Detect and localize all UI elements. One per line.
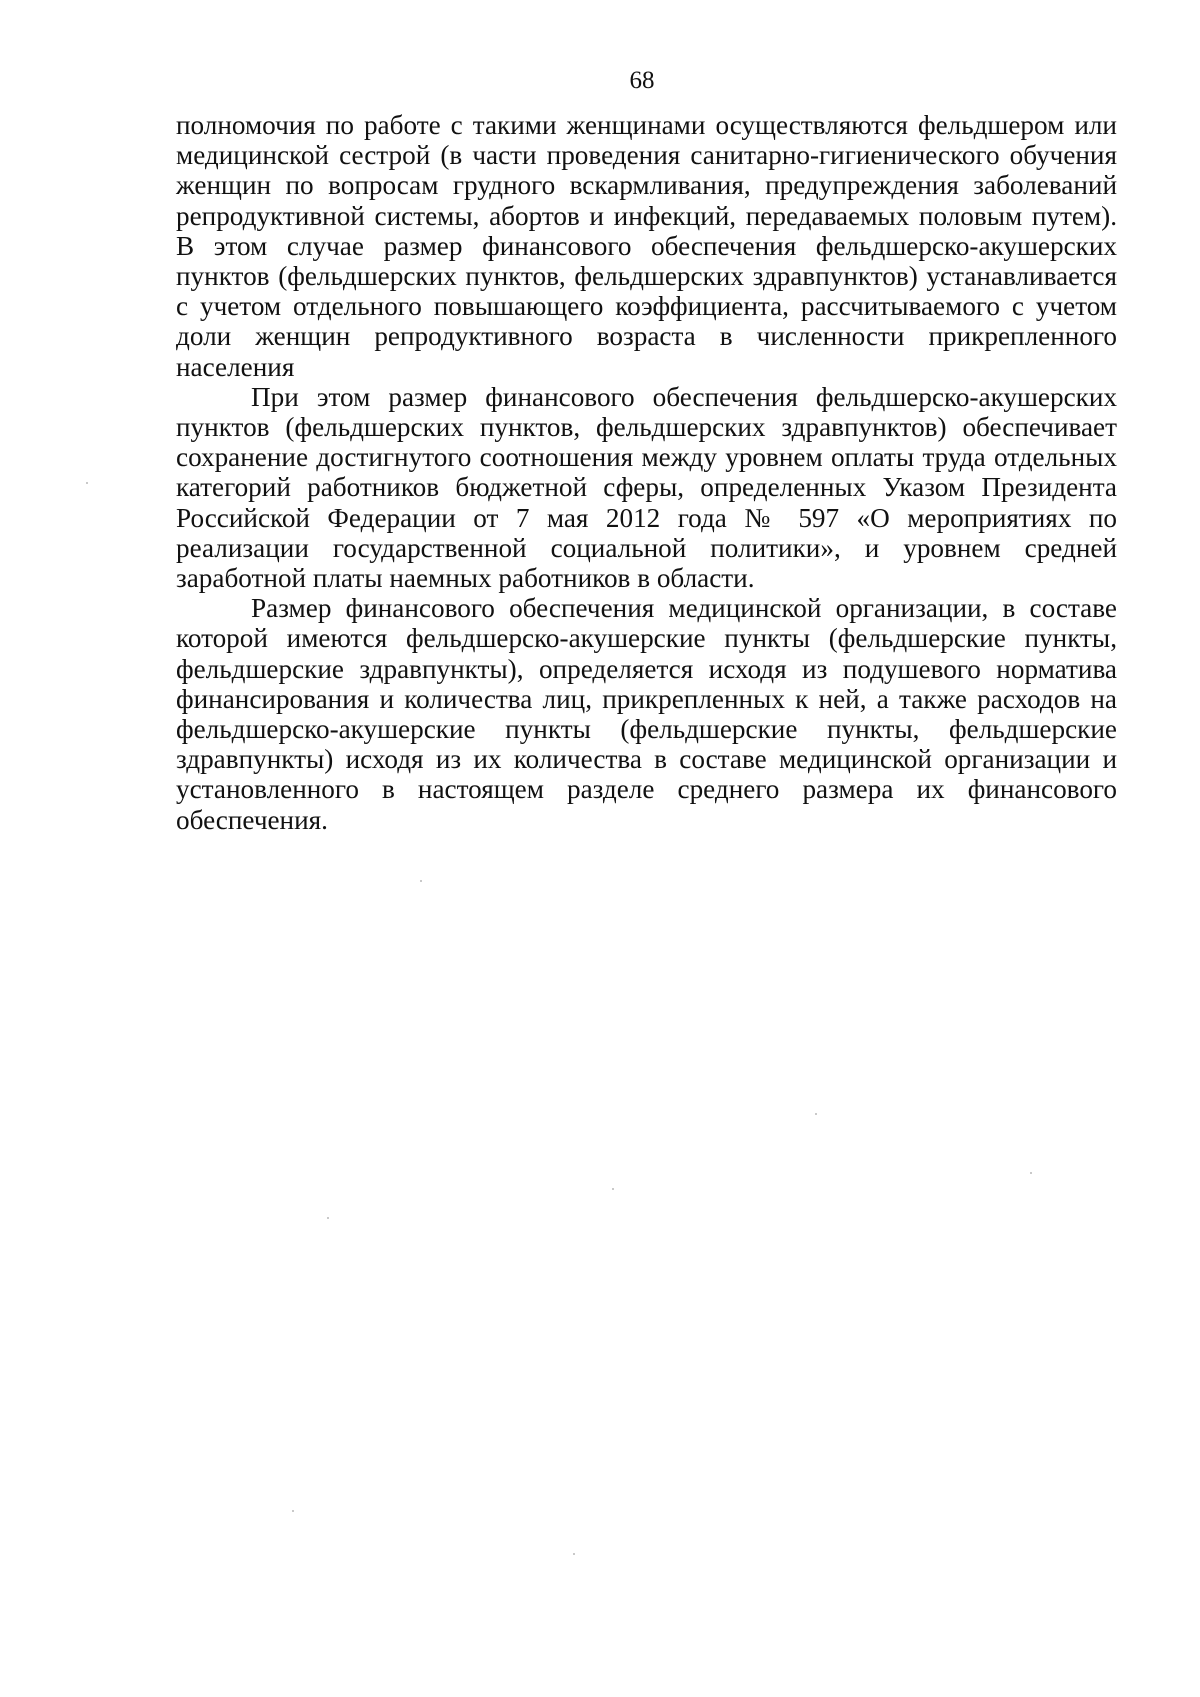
scan-speck (573, 1553, 575, 1555)
document-body (176, 110, 1117, 835)
paragraph-1: полномочия по работе с такими женщинами осуществляются фельдшером или медицинской сестрой (в части проведения санитарно-гигиенического обучения женщин по вопросам грудного вскармливания, предупреждения заболеваний репродуктивной системы, абортов и инфекций, передаваемых половым путем). В этом случае размер финансового обеспечения фельдшерско-акушерских пунктов (фельдшерских пунктов, фельдшерских здравпунктов) устанавливается с учетом отдельного повышающего коэффициента, рассчитываемого с учетом доли женщин репродуктивного возраста в численности прикрепленного населения (176, 110, 1117, 382)
paragraph-3: Размер финансового обеспечения медицинской организации, в составе которой имеются фельдшерско-акушерские пункты (фельдшерские пункты, фельдшерские здравпункты), определяется исходя из подушевого норматива финансирования и количества лиц, прикрепленных к ней, а также расходов на фельдшерско-акушерские пункты (фельдшерские пункты, фельдшерские здравпункты) исходя из их количества в составе медицинской организации и установленного в настоящем разделе среднего размера их финансового обеспечения. (176, 593, 1117, 835)
scan-speck (292, 1510, 294, 1512)
scan-speck (1030, 1172, 1032, 1174)
scan-speck (612, 1188, 614, 1190)
scan-speck (327, 1217, 329, 1219)
paragraph-2: При этом размер финансового обеспечения фельдшерско-акушерских пунктов (фельдшерских пунктов, фельдшерских здравпунктов) обеспечивает сохранение достигнутого соотношения между уровнем оплаты труда отдельных категорий работников бюджетной сферы, определенных Указом Президента Российской Федерации от 7 мая 2012 года № 597 «О мероприятиях по реализации государственной социальной политики», и уровнем средней заработной платы наемных работников в области. (176, 381, 1117, 594)
scan-speck (420, 880, 422, 882)
scan-speck (815, 1113, 817, 1115)
scan-speck (86, 482, 88, 484)
page-number: 68 (629, 67, 655, 94)
